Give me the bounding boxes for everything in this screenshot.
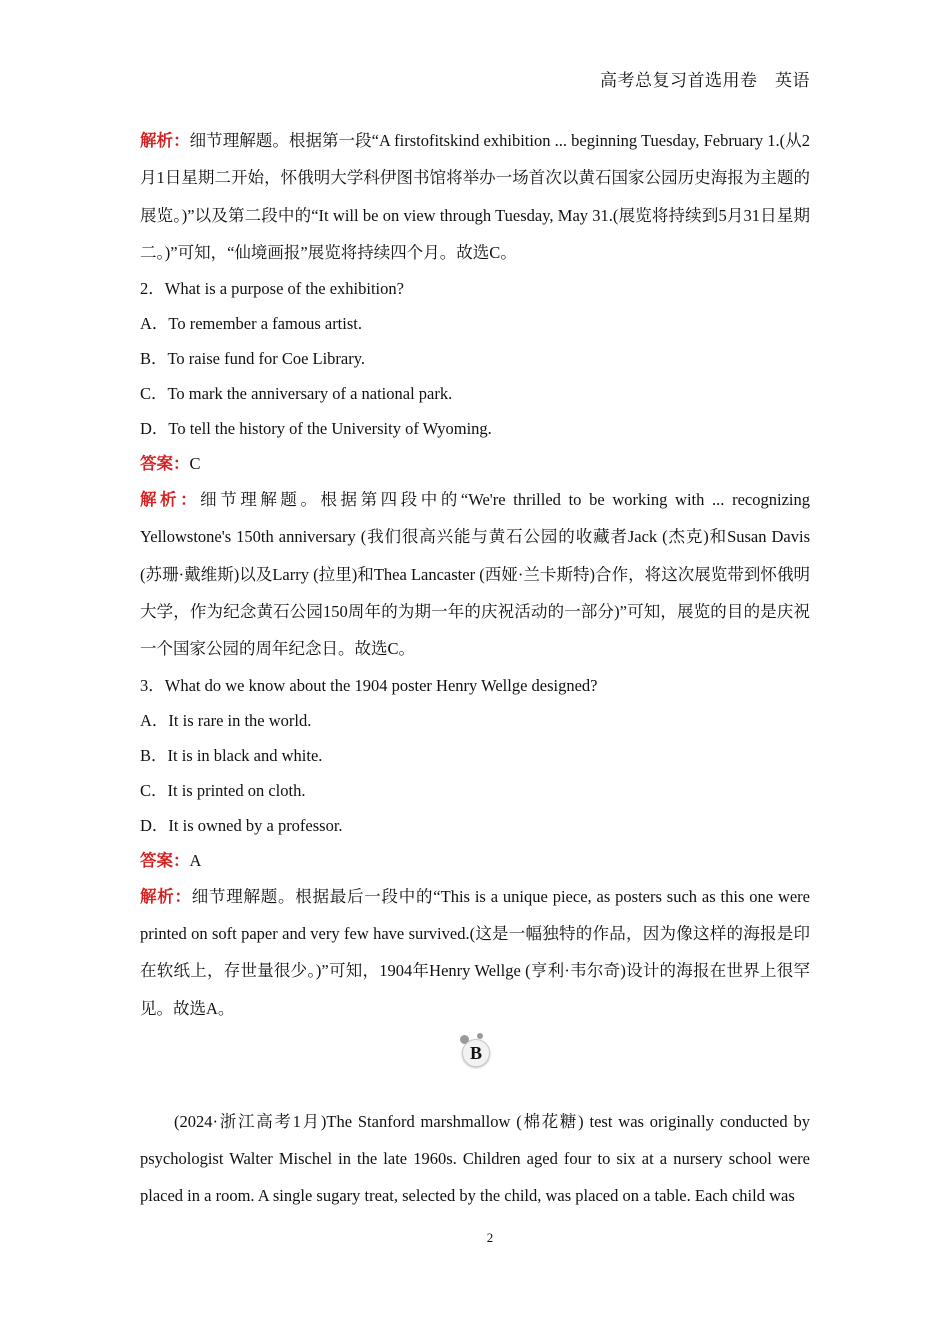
analysis-label: 解析： — [140, 490, 201, 510]
answer-label: 答案： — [140, 850, 190, 870]
q1-analysis-text: 细节理解题。根据第一段“A firstofitskind exhibition ... beginning Tuesday, February 1.(从2月1日星期二开始，怀俄明大学科伊图书馆将举办一场首次以黄石国家公园历史海报为主题的展览。)”以及第二段中的“It will be on view through Tuesday, May 31.(展览将持续到5月31日星期二。)”可知，“仙境画报”展览将持续四个月。故选C。 — [140, 131, 811, 262]
q3-question: 3．What do we know about the 1904 poster Henry Wellge designed? — [140, 675, 598, 695]
q2-option-a: A．To remember a famous artist. — [140, 314, 362, 334]
page-content — [140, 122, 810, 1215]
q3-answer-value: A — [189, 850, 202, 870]
q2-analysis-text: 细节理解题。根据第四段中的“We're thrilled to be working with ... recognizing Yellowstone's 150th anniversary (我们很高兴能与黄石公园的收藏者Jack (杰克)和Susan Davis (苏珊·戴维斯)以及Larry (拉里)和Thea Lancaster (西娅·兰卡斯特)合作，将这次展览带到怀俄明大学，作为纪念黄石公园150周年的为期一年的庆祝活动的一部分)”可知，展览的目的是庆祝一个国家公园的周年纪念日。故选C。 — [140, 490, 811, 659]
section-badge: B — [462, 1039, 490, 1067]
running-header: 高考总复习首选用卷 英语 — [600, 71, 810, 90]
q1-analysis — [140, 122, 810, 271]
page-number: 2 — [486, 1230, 494, 1245]
q2-option-b: B．To raise fund for Coe Library. — [140, 349, 366, 369]
analysis-label: 解析： — [140, 131, 190, 150]
q2-analysis — [140, 481, 810, 667]
q2-answer — [140, 446, 810, 481]
q3-analysis-text: 细节理解题。根据最后一段中的“This is a unique piece, as posters such as this one were printed on soft paper and very few have survived.(这是一幅独特的作品，因为像这样的海报是印在软纸上，存世量很少。)”可知，1904年Henry Wellge (亨利·韦尔奇)设计的海报在世界上很罕见。故选A。 — [140, 886, 810, 1018]
q3-option-b: B．It is in black and white. — [140, 745, 323, 765]
q3-answer — [140, 843, 810, 878]
q2-option-c: C．To mark the anniversary of a national park. — [140, 384, 453, 404]
q2-answer-value: C — [189, 454, 201, 474]
q3-option-a: A．It is rare in the world. — [140, 710, 312, 730]
passage-paragraph: (2024·浙江高考1月)The Stanford marshmallow (棉花糖) test was originally conducted by psychologist Walter Mischel in the late 1960s. Children aged four to six at a nursery school were placed in a room. A single sugary treat, selected by the child, was placed on a table. Each child was — [140, 1111, 810, 1206]
answer-label: 答案： — [140, 454, 190, 474]
q3-option-d: D．It is owned by a professor. — [140, 815, 343, 835]
q3-option-c: C．It is printed on cloth. — [140, 780, 306, 800]
badge-dot-icon — [477, 1033, 483, 1039]
q2-option-d: D．To tell the history of the University of Wyoming. — [140, 419, 492, 439]
q3-analysis — [140, 878, 810, 1027]
analysis-label: 解析： — [140, 886, 192, 906]
section-marker — [140, 1027, 810, 1103]
q2-question: 2．What is a purpose of the exhibition? — [140, 279, 404, 299]
